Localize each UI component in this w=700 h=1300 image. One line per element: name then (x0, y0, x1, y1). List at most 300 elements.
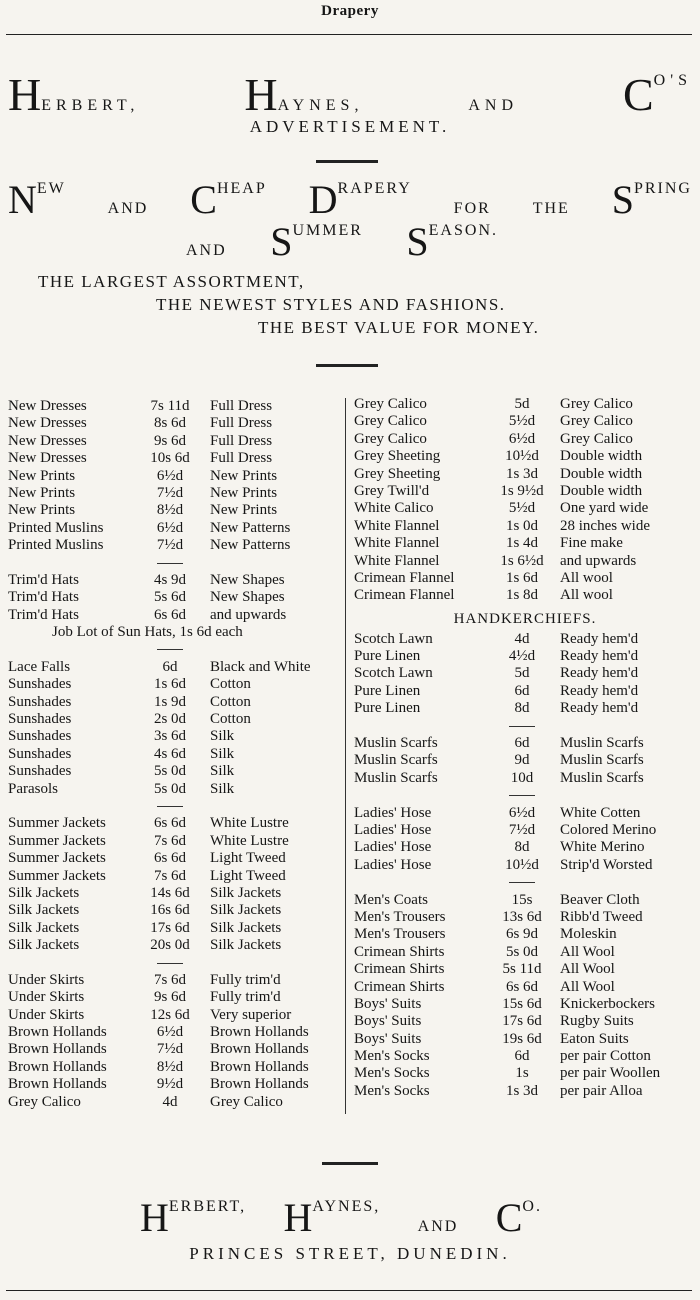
price-row-desc: Full Dress (210, 450, 273, 467)
title-word-haynes: AYNES, (277, 97, 364, 114)
price-row-desc: Rugby Suits (560, 1013, 634, 1030)
price-row-price: 1s 6d (505, 569, 539, 586)
price-row (354, 926, 696, 943)
price-row-desc: Silk (210, 780, 235, 797)
price-row-desc: Double width (560, 482, 643, 499)
footer-initial-h2: H (283, 1195, 313, 1240)
price-row-item: Men's Socks (354, 1065, 430, 1082)
price-row-price: 9s 6d (153, 432, 187, 449)
price-row-desc: Full Dress (210, 432, 273, 449)
price-row-desc: Brown Hollands (210, 1058, 309, 1075)
headline-line1 (8, 177, 692, 222)
price-row-price: 1s 6½d (500, 552, 544, 569)
price-row-price: 7s 6d (153, 971, 187, 988)
price-row-item: Sunshades (8, 763, 72, 780)
separator-dash (8, 555, 343, 572)
price-row-price: 10½d (505, 856, 539, 873)
price-row-desc: Silk Jackets (210, 884, 282, 901)
price-row-item: Trim'd Hats (8, 589, 79, 606)
price-row-price: 14s 6d (150, 884, 190, 901)
price-row-desc: per pair Alloa (560, 1082, 643, 1099)
price-row-item: Crimean Shirts (354, 961, 445, 978)
price-row-price: 7s 11d (150, 398, 190, 414)
price-row-price: 15s 6d (502, 995, 542, 1012)
headline-initial-s: S (611, 177, 634, 222)
price-row-price: 7s 6d (153, 832, 187, 849)
footer-address: PRINCES STREET, DUNEDIN. (189, 1244, 511, 1263)
price-row-desc: Ready hem'd (560, 648, 639, 665)
price-row-item: Boys' Suits (354, 995, 422, 1012)
price-row (8, 833, 343, 850)
separator-dash (8, 641, 343, 658)
price-row-desc: Full Dress (210, 415, 273, 432)
headline-word-pring: PRING (633, 180, 692, 197)
price-row-price: 6d (514, 735, 530, 752)
price-row-price: 4½d (508, 648, 536, 665)
price-row (8, 589, 343, 606)
footer-initial-c: C (495, 1195, 523, 1240)
price-row-desc: Silk Jackets (210, 902, 282, 919)
price-row (354, 535, 696, 552)
tagline-3: THE BEST VALUE FOR MONEY. (258, 318, 540, 337)
price-row-price: 16s 6d (150, 902, 190, 919)
price-row (8, 676, 343, 693)
title-word-and: AND (468, 97, 519, 114)
price-row (8, 450, 343, 467)
price-row (8, 520, 343, 537)
price-row-price: 6s 9d (505, 926, 539, 943)
price-row (8, 1024, 343, 1041)
price-row-item: New Prints (8, 484, 76, 501)
right-price-list (354, 396, 696, 1100)
price-row-desc: Silk Jackets (210, 919, 282, 936)
price-row (8, 468, 343, 485)
price-row-price: 17s 6d (150, 919, 190, 936)
price-row-desc: Silk (210, 745, 235, 762)
price-row-price: 8s 6d (153, 415, 187, 432)
price-row-price: 9s 6d (153, 989, 187, 1006)
price-row-item: White Flannel (354, 535, 440, 552)
price-row-item: Muslin Scarfs (354, 735, 438, 752)
price-row (354, 518, 696, 535)
price-row (8, 781, 343, 798)
price-row-desc: Grey Calico (560, 396, 633, 412)
price-row-item: White Flannel (354, 517, 440, 534)
headline-initial-d: D (308, 177, 338, 222)
footer-word-o: O. (522, 1198, 542, 1215)
price-row-desc: Grey Calico (560, 413, 633, 430)
price-row-desc: Double width (560, 448, 643, 465)
price-row-item: Silk Jackets (8, 919, 80, 936)
price-row-item: Trim'd Hats (8, 571, 79, 588)
price-row-price: 1s 4d (505, 535, 539, 552)
price-row-desc: Cotton (210, 711, 251, 728)
price-row (354, 631, 696, 648)
price-row-item: New Dresses (8, 432, 87, 449)
headline-word-for: FOR (453, 200, 491, 217)
price-row-item: Printed Muslins (8, 537, 104, 554)
price-row-desc: Very superior (210, 1006, 292, 1023)
price-row-price: 6d (514, 682, 530, 699)
price-row (354, 1065, 696, 1082)
footer-word-aynes: AYNES, (312, 1198, 381, 1215)
price-row (354, 553, 696, 570)
price-row (354, 892, 696, 909)
price-row-item: Silk Jackets (8, 937, 80, 954)
price-row-desc: per pair Cotton (560, 1048, 651, 1065)
price-row-price: 4d (162, 1093, 178, 1110)
price-row-desc: Brown Hollands (210, 1024, 309, 1041)
price-row-item: Sunshades (8, 676, 72, 693)
price-row-item: Ladies' Hose (354, 839, 432, 856)
price-row (354, 857, 696, 874)
price-row (8, 433, 343, 450)
divider (316, 160, 378, 163)
price-row-price: 1s 6d (153, 676, 187, 693)
price-row-item: New Prints (8, 502, 76, 519)
price-row (354, 839, 696, 856)
separator-dash (8, 955, 343, 972)
price-row (8, 815, 343, 832)
price-row-price: 7½d (508, 821, 536, 838)
price-row-desc: Silk (210, 728, 235, 745)
price-row-price: 9d (514, 752, 530, 769)
price-row-desc: Strip'd Worsted (560, 856, 653, 873)
price-row-item: Grey Sheeting (354, 465, 441, 482)
price-row-price: 4s 9d (153, 571, 187, 588)
price-row-desc: and upwards (560, 552, 637, 569)
price-row-desc: Ready hem'd (560, 630, 639, 647)
price-row-item: Crimean Flannel (354, 587, 455, 604)
price-row (354, 979, 696, 996)
price-row (8, 1059, 343, 1076)
headline-initial-n: N (8, 177, 37, 222)
price-row-desc: All wool (560, 587, 613, 604)
price-row-price: 1s 9d (153, 693, 187, 710)
bottom-rule (6, 1290, 692, 1291)
price-row-price: 12s 6d (150, 1006, 190, 1023)
price-row-item: Summer Jackets (8, 832, 106, 849)
left-price-list (8, 398, 343, 1111)
price-row-price: 20s 0d (150, 937, 190, 954)
price-row-item: Brown Hollands (8, 1076, 107, 1093)
price-row-price: 2s 0d (153, 711, 187, 728)
price-row (354, 431, 696, 448)
title-initial-h2: H (244, 69, 278, 120)
price-row-desc: Ready hem'd (560, 700, 639, 717)
price-row (8, 415, 343, 432)
price-row (354, 700, 696, 717)
price-row-price: 8½d (156, 502, 184, 519)
price-row (354, 483, 696, 500)
price-row (354, 996, 696, 1013)
price-row-item: Grey Sheeting (354, 448, 441, 465)
divider (316, 364, 378, 367)
price-row-price: 5d (514, 396, 530, 412)
price-row-item: Silk Jackets (8, 902, 80, 919)
price-row-desc: Eaton Suits (560, 1030, 629, 1047)
price-row-price: 6½d (508, 804, 536, 821)
price-row-item: Summer Jackets (8, 815, 106, 832)
price-row-price: 8d (514, 839, 530, 856)
tagline-1: THE LARGEST ASSORTMENT, (38, 272, 305, 291)
price-row (354, 1083, 696, 1100)
price-row-price: 6s 6d (153, 850, 187, 867)
price-row-item: Under Skirts (8, 989, 85, 1006)
advertiser-title (8, 69, 692, 120)
headline-initial-s3: S (406, 219, 429, 264)
price-row-price: 7½d (156, 1041, 184, 1058)
price-row-item: Summer Jackets (8, 867, 106, 884)
price-row-price: 17s 6d (502, 1013, 542, 1030)
price-row-price: 10½d (505, 448, 539, 465)
price-row (354, 961, 696, 978)
price-row-desc: Fully trim'd (210, 971, 281, 988)
headline-word-eason: EASON. (428, 222, 498, 239)
price-row (8, 572, 343, 589)
price-row-price: 5d (514, 665, 530, 682)
price-row-price: 1s 8d (505, 587, 539, 604)
headline-line2 (186, 219, 498, 264)
price-row (8, 485, 343, 502)
price-row (354, 396, 696, 413)
headline-word-rapery: RAPERY (337, 180, 412, 197)
price-row-desc: All wool (560, 569, 613, 586)
price-row-item: Lace Falls (8, 658, 71, 675)
price-row-desc: All Wool (560, 961, 615, 978)
price-row (8, 989, 343, 1006)
price-row-item: Sunshades (8, 693, 72, 710)
price-row-desc: Ribb'd Tweed (560, 908, 643, 925)
price-row-item: Trim'd Hats (8, 606, 79, 623)
price-row-price: 9½d (156, 1076, 184, 1093)
price-row-desc: Full Dress (210, 398, 273, 414)
price-row-price: 1s 9½d (500, 482, 544, 499)
price-row (354, 587, 696, 604)
footer-word-erbert: ERBERT, (168, 1198, 247, 1215)
footer-initial-h: H (140, 1195, 169, 1240)
price-row-item: Pure Linen (354, 648, 421, 665)
price-row-price: 1s 3d (505, 1082, 539, 1099)
price-row-desc: All Wool (560, 943, 615, 960)
price-row-price: 5s 0d (153, 763, 187, 780)
price-row-desc: per pair Woollen (560, 1065, 661, 1082)
price-row (8, 920, 343, 937)
divider (322, 1162, 378, 1165)
price-row-desc: New Shapes (210, 571, 285, 588)
price-row (354, 770, 696, 787)
price-row-item: Brown Hollands (8, 1058, 107, 1075)
price-row (354, 1048, 696, 1065)
price-row-item: Grey Calico (8, 1093, 81, 1110)
price-row-item: Men's Trousers (354, 908, 446, 925)
advertisement-subtitle: ADVERTISEMENT. (249, 117, 451, 136)
price-row-price: 4s 6d (153, 745, 187, 762)
price-row-item: Men's Socks (354, 1048, 430, 1065)
price-row-price: 5s 11d (502, 961, 542, 978)
price-row (354, 822, 696, 839)
column-divider (345, 398, 346, 1114)
handkerchiefs-heading: HANDKERCHIEFS. (453, 610, 597, 627)
tagline-2: THE NEWEST STYLES AND FASHIONS. (156, 295, 506, 314)
price-row-desc: Muslin Scarfs (560, 769, 644, 786)
price-row (8, 728, 343, 745)
price-row-desc: Cotton (210, 693, 251, 710)
price-row (8, 937, 343, 954)
price-row-item: Ladies' Hose (354, 821, 432, 838)
price-row-item: Scotch Lawn (354, 630, 433, 647)
price-row-price: 7s 6d (153, 867, 187, 884)
price-row-price: 4d (514, 630, 530, 647)
headline-word-heap: HEAP (216, 180, 267, 197)
price-row-item: Muslin Scarfs (354, 769, 438, 786)
price-row-item: Grey Calico (354, 430, 427, 447)
price-row (354, 805, 696, 822)
price-row-item: Sunshades (8, 728, 72, 745)
section-header: Drapery (321, 3, 379, 19)
price-row-desc: Ready hem'd (560, 665, 639, 682)
price-row-desc: One yard wide (560, 500, 649, 517)
price-row-item: Printed Muslins (8, 519, 104, 536)
price-row-item: Grey Calico (354, 396, 427, 412)
price-row-item: New Dresses (8, 450, 87, 467)
headline-word-ummer: UMMER (292, 222, 363, 239)
price-row-item: Sunshades (8, 745, 72, 762)
price-row-desc: Moleskin (560, 926, 617, 943)
price-row-item: Muslin Scarfs (354, 752, 438, 769)
price-row-desc: Black and White (210, 658, 311, 675)
price-row-price: 1s 3d (505, 465, 539, 482)
price-row-item: Grey Twill'd (354, 482, 430, 499)
price-row-item: Scotch Lawn (354, 665, 433, 682)
separator-dash (8, 798, 343, 815)
price-row-price: 1s 0d (505, 517, 539, 534)
title-word-herbert: ERBERT, (41, 97, 140, 114)
price-row-price: 5s 0d (153, 780, 187, 797)
price-row-item: New Prints (8, 467, 76, 484)
price-row-item: Men's Socks (354, 1082, 430, 1099)
price-row (8, 972, 343, 989)
price-row-desc: New Patterns (210, 537, 291, 554)
job-lot-note: Job Lot of Sun Hats, 1s 6d each (52, 624, 243, 641)
price-row-item: Grey Calico (354, 413, 427, 430)
price-row (8, 694, 343, 711)
price-row (8, 502, 343, 519)
title-initial-c: C (622, 69, 654, 120)
price-row-price: 5s 6d (153, 589, 187, 606)
price-row (354, 648, 696, 665)
price-row (354, 752, 696, 769)
price-row-desc: White Cotten (560, 804, 641, 821)
price-row-price: 5½d (508, 413, 536, 430)
price-row-item: Under Skirts (8, 1006, 85, 1023)
price-row-desc: Grey Calico (560, 430, 633, 447)
price-row (354, 448, 696, 465)
price-row-desc: Colored Merino (560, 821, 657, 838)
price-row-item: Summer Jackets (8, 850, 106, 867)
price-row (8, 746, 343, 763)
price-row-desc: Silk Jackets (210, 937, 282, 954)
price-row-item: Parasols (8, 780, 58, 797)
price-row-price: 5s 0d (505, 943, 539, 960)
price-row (354, 570, 696, 587)
separator-dash (354, 718, 696, 735)
price-row-desc: Brown Hollands (210, 1041, 309, 1058)
price-row-price: 13s 6d (502, 908, 542, 925)
price-row (354, 944, 696, 961)
price-row-desc: Light Tweed (210, 867, 286, 884)
price-row-price: 6d (514, 1048, 530, 1065)
price-row-price: 6s 6d (505, 978, 539, 995)
price-row (8, 902, 343, 919)
price-row-item: Pure Linen (354, 700, 421, 717)
footer-word-and: AND (417, 1218, 459, 1235)
price-row-price: 8½d (156, 1058, 184, 1075)
headline-word-the: THE (532, 200, 570, 217)
price-row-item: Boys' Suits (354, 1030, 422, 1047)
price-row (354, 1013, 696, 1030)
price-row (8, 885, 343, 902)
price-row-price: 10s 6d (150, 450, 190, 467)
price-row-item: Crimean Shirts (354, 978, 445, 995)
price-row-item: Sunshades (8, 711, 72, 728)
price-row-price: 8d (514, 700, 530, 717)
price-row (8, 850, 343, 867)
price-row-price: 6½d (156, 519, 184, 536)
headline-initial-c: C (190, 177, 217, 222)
price-row-desc: New Prints (210, 484, 278, 501)
price-row (8, 537, 343, 554)
price-row-item: Boys' Suits (354, 1013, 422, 1030)
price-row-price: 6½d (508, 430, 536, 447)
price-row-desc: Ready hem'd (560, 682, 639, 699)
price-row (8, 659, 343, 676)
price-row-item: White Calico (354, 500, 434, 517)
price-row-desc: New Patterns (210, 519, 291, 536)
price-row (354, 1031, 696, 1048)
price-row (354, 909, 696, 926)
price-row-price: 5½d (508, 500, 536, 517)
price-row-item: Pure Linen (354, 682, 421, 699)
price-row-desc: White Lustre (210, 815, 289, 832)
title-initial-h: H (8, 69, 42, 120)
price-row-desc: New Prints (210, 502, 278, 519)
price-row (8, 607, 343, 624)
price-row-item: Ladies' Hose (354, 804, 432, 821)
price-row-desc: New Shapes (210, 589, 285, 606)
price-row-price: 15s (511, 891, 533, 908)
price-row (354, 466, 696, 483)
price-row-price: 1s (515, 1065, 529, 1082)
price-row (8, 868, 343, 885)
price-row-desc: Fully trim'd (210, 989, 281, 1006)
price-row (354, 500, 696, 517)
price-row-item: Crimean Shirts (354, 943, 445, 960)
headline-word-ew: EW (36, 180, 66, 197)
price-row-item: Men's Trousers (354, 926, 446, 943)
price-row (354, 735, 696, 752)
price-row (8, 1076, 343, 1093)
price-row-item: Brown Hollands (8, 1024, 107, 1041)
price-row-desc: Fine make (560, 535, 623, 552)
price-row (8, 711, 343, 728)
price-row-item: New Dresses (8, 415, 87, 432)
price-row-desc: Brown Hollands (210, 1076, 309, 1093)
price-row-price: 7½d (156, 484, 184, 501)
price-row-price: 7½d (156, 537, 184, 554)
price-row-desc: Muslin Scarfs (560, 752, 644, 769)
price-row-price: 6s 6d (153, 606, 187, 623)
